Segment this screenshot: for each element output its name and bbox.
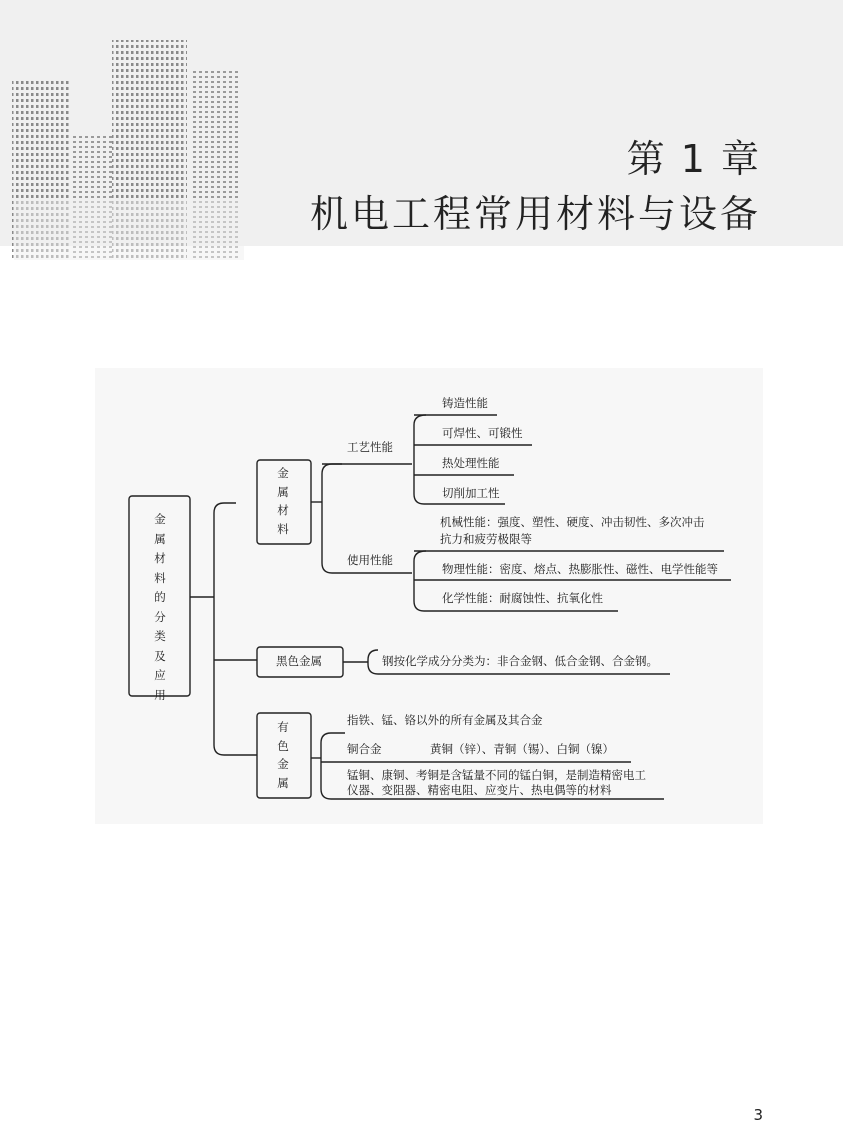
- process-item-weldability: 可焊性、可锻性: [442, 426, 523, 440]
- root-node-label: 金属材料的分类及应用: [154, 512, 166, 702]
- process-item-heat-treatment: 热处理性能: [442, 456, 500, 470]
- physical-properties: 物理性能：密度、熔点、热膨胀性、磁性、电学性能等: [442, 562, 718, 576]
- copper-alloy-types: 黄铜（锌）、青铜（锡）、白铜（镍）: [430, 742, 614, 756]
- chapter-number: 第 1 章: [626, 137, 761, 181]
- process-properties-label: 工艺性能: [347, 440, 393, 454]
- mechanical-properties-line1: 机械性能：强度、塑性、硬度、冲击韧性、多次冲击: [440, 515, 705, 529]
- chemical-properties: 化学性能：耐腐蚀性、抗氧化性: [442, 591, 603, 605]
- process-item-casting: 铸造性能: [442, 396, 488, 410]
- page-number: 3: [753, 1106, 763, 1124]
- use-properties-label: 使用性能: [347, 553, 393, 567]
- mechanical-properties-line2: 抗力和疲劳极限等: [440, 532, 532, 546]
- ferrous-metals-description: 钢按化学成分分类为：非合金钢、低合金钢、合金钢。: [382, 654, 658, 668]
- metal-materials-label: 金属材料: [277, 466, 289, 536]
- chapter-title: 机电工程常用材料与设备: [309, 192, 761, 236]
- manganese-copper-line2: 仪器、变阻器、精密电阻、应变片、热电偶等的材料: [347, 783, 612, 797]
- nonferrous-metals-label: 有色金属: [277, 720, 289, 790]
- process-item-machinability: 切削加工性: [442, 486, 500, 500]
- ferrous-metals-label: 黑色金属: [276, 654, 322, 668]
- copper-alloy-label: 铜合金: [347, 742, 382, 756]
- manganese-copper-line1: 锰铜、康铜、考铜是含锰量不同的锰白铜，是制造精密电工: [347, 768, 646, 782]
- nonferrous-definition: 指铁、锰、铬以外的所有金属及其合金: [347, 713, 543, 727]
